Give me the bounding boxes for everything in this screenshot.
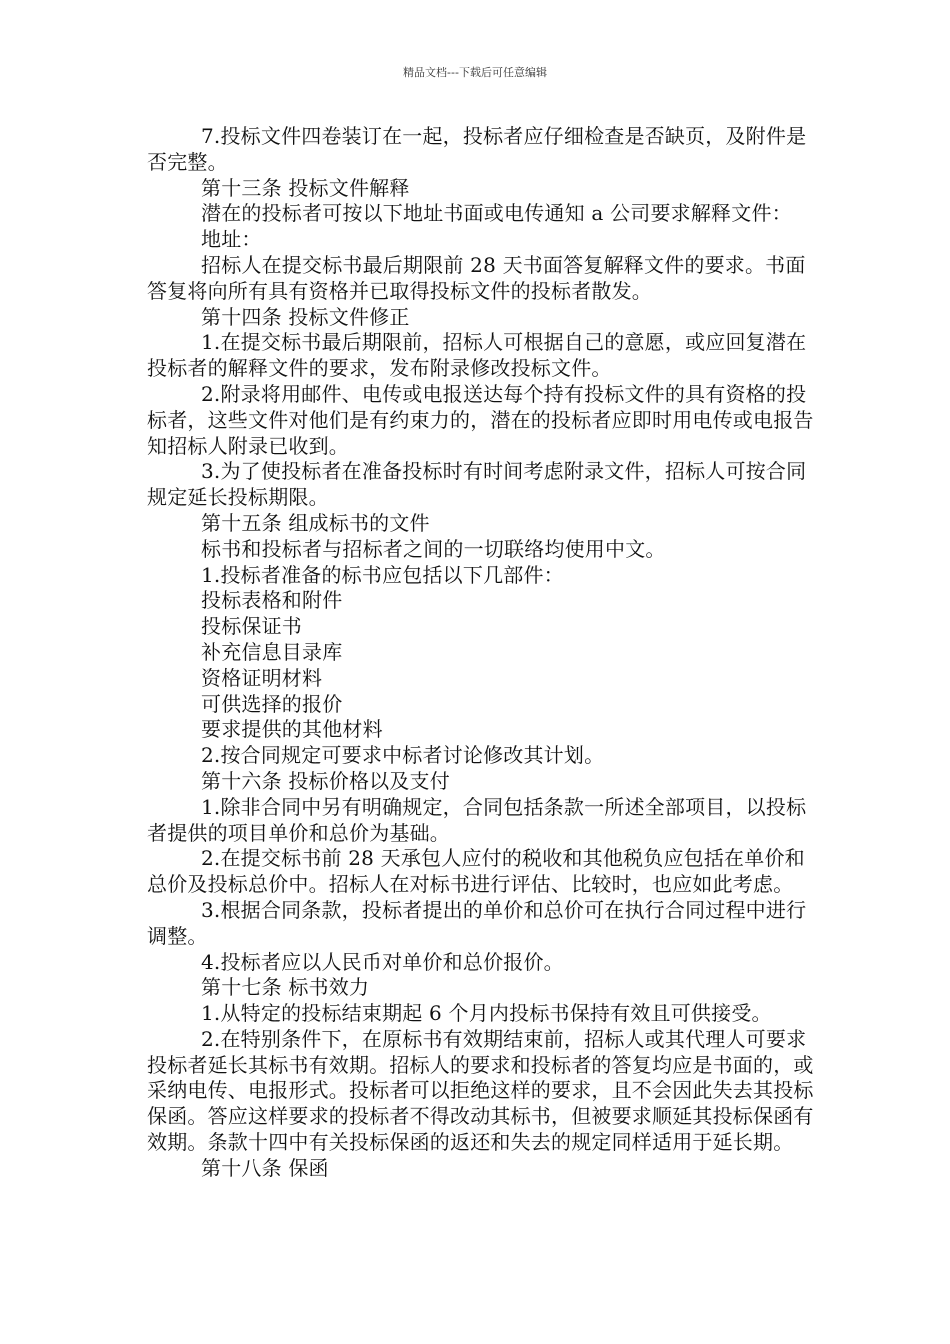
paragraph: 2.按合同规定可要求中标者讨论修改其计划。	[201, 743, 605, 768]
list-item: 补充信息目录库	[201, 639, 343, 664]
list-item: 可供选择的报价	[201, 691, 343, 716]
list-item: 投标保证书	[201, 614, 302, 639]
paragraph: 标书和投标者与招标者之间的一切联络均使用中文。	[201, 536, 666, 561]
paragraph: 2.在特别条件下，在原标书有效期结束前，招标人或其代理人可要求投标者延长其标书有效期。招标人的要求和投标者的答复均应是书面的，或采纳电传、电报形式。投标者可以拒绝这样的要求，且不会因此失去其投标保函。答应这样要求的投标者不得改动其标书，但被要求顺延其投标保函有效期。条款十四中有关投标保函的返还和失去的规定同样适用于延长期。	[147, 1026, 814, 1155]
list-item: 资格证明材料	[201, 665, 323, 690]
paragraph: 地址：	[201, 227, 262, 252]
section-heading: 第十八条 保函	[201, 1155, 329, 1180]
paragraph: 招标人在提交标书最后期限前 28 天书面答复解释文件的要求。书面答复将向所有具有资格并已取得投标文件的投标者散发。	[147, 252, 806, 303]
section-heading: 第十五条 组成标书的文件	[201, 510, 430, 535]
page-header: 精品文档---下载后可任意编辑	[403, 66, 547, 79]
paragraph: 4.投标者应以人民币对单价和总价报价。	[201, 949, 564, 974]
paragraph: 1.从特定的投标结束期起 6 个月内投标书保持有效且可供接受。	[201, 1001, 772, 1026]
list-item: 要求提供的其他材料	[201, 717, 383, 742]
document-body	[147, 124, 819, 1182]
section-heading: 第十四条 投标文件修正	[201, 304, 410, 329]
list-item: 投标表格和附件	[201, 588, 343, 613]
paragraph: 1.除非合同中另有明确规定，合同包括条款一所述全部项目，以投标者提供的项目单价和总价为基础。	[147, 794, 807, 845]
paragraph: 潜在的投标者可按以下地址书面或电传通知 a 公司要求解释文件：	[201, 201, 792, 226]
section-heading: 第十七条 标书效力	[201, 975, 370, 1000]
paragraph: 3.为了使投标者在准备投标时有时间考虑附录文件，招标人可按合同规定延长投标期限。	[147, 459, 807, 510]
section-heading: 第十六条 投标价格以及支付	[201, 768, 450, 793]
paragraph: 7.投标文件四卷装订在一起，投标者应仔细检查是否缺页，及附件是否完整。	[147, 124, 807, 174]
paragraph: 2.在提交标书前 28 天承包人应付的税收和其他税负应包括在单价和总价及投标总价中。招标人在对标书进行评估、比较时，也应如此考虑。	[147, 846, 805, 897]
section-heading: 第十三条 投标文件解释	[201, 175, 410, 200]
paragraph: 1.在提交标书最后期限前，招标人可根据自己的意愿，或应回复潜在投标者的解释文件的要求，发布附录修改投标文件。	[147, 330, 807, 381]
paragraph: 1.投标者准备的标书应包括以下几部件：	[201, 562, 564, 587]
paragraph: 3.根据合同条款，投标者提出的单价和总价可在执行合同过程中进行调整。	[147, 897, 807, 948]
paragraph: 2.附录将用邮件、电传或电报送达每个持有投标文件的具有资格的投标者，这些文件对他们是有约束力的，潜在的投标者应即时用电传或电报告知招标人附录已收到。	[147, 381, 814, 458]
